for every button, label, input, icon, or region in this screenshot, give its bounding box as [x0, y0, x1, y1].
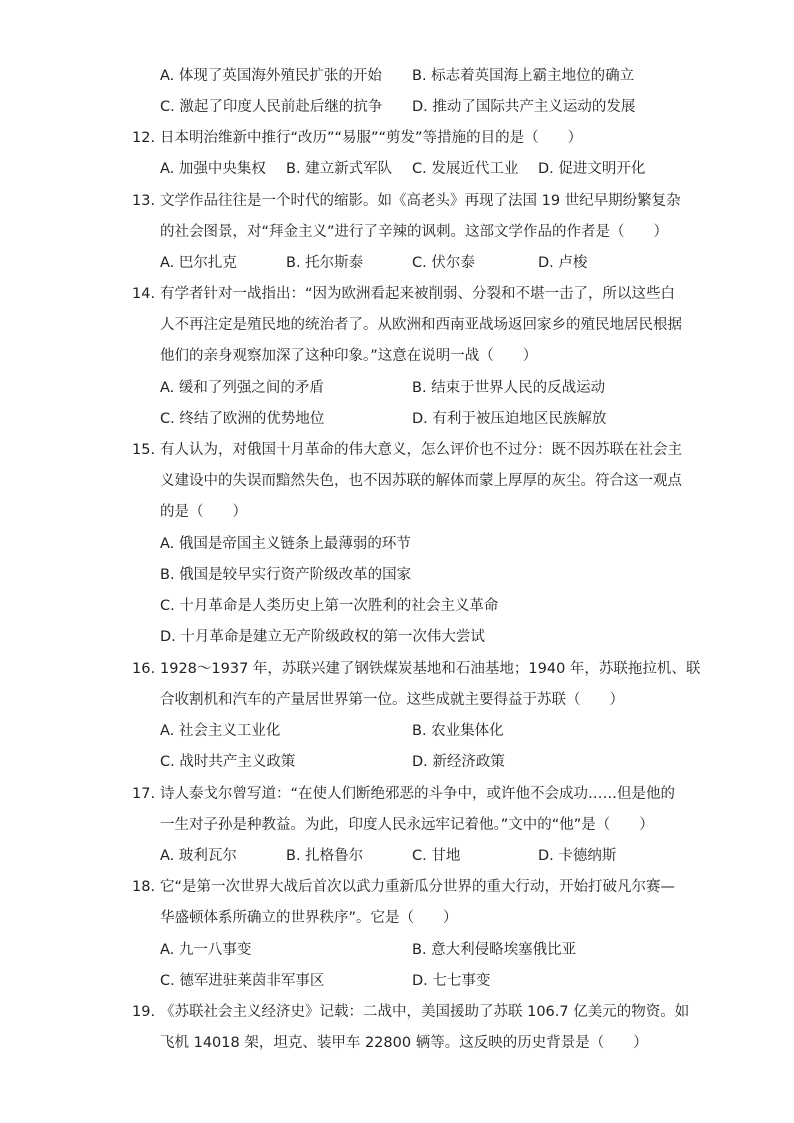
q14-option-b: B. 结束于世界人民的反战运动: [412, 380, 606, 396]
q15-stem-line-1: 有人认为，对俄国十月革命的伟大意义，怎么评价也不过分：既不因苏联在社会主: [160, 442, 682, 458]
q19-stem-line-2: 飞机 14018 架，坦克、装甲车 22800 辆等。这反映的历史背景是（ ）: [160, 1035, 648, 1051]
q11-option-a: A. 体现了英国海外殖民扩张的开始: [160, 68, 382, 84]
q15-option-c: C. 十月革命是人类历史上第一次胜利的社会主义革命: [160, 598, 499, 614]
q18-stem-line-1: 它“是第一次世界大战后首次以武力重新瓜分世界的重大行动，开始打破凡尔赛—: [160, 879, 676, 895]
q11-option-b: B. 标志着英国海上霸主地位的确立: [412, 68, 635, 84]
q15-option-b: B. 俄国是较早实行资产阶级改革的国家: [160, 567, 412, 583]
q12-option-a: A. 加强中央集权: [160, 161, 266, 177]
q15-number: 15.: [132, 442, 156, 458]
q18-number: 18.: [132, 879, 156, 895]
q13-option-a: A. 巴尔扎克: [160, 255, 237, 271]
q11-option-d: D. 推动了国际共产主义运动的发展: [412, 99, 636, 115]
q14-stem-line-3: 他们的亲身观察加深了这种印象。”这意在说明一战（ ）: [160, 348, 538, 364]
q15-stem-line-2: 义建设中的失误而黯然失色，也不因苏联的解体而蒙上厚厚的灰尘。符合这一观点: [160, 473, 682, 489]
q13-number: 13.: [132, 193, 156, 209]
q13-stem-line-1: 文学作品往往是一个时代的缩影。如《高老头》再现了法国 19 世纪早期纷繁复杂: [160, 193, 681, 209]
q18-stem-line-2: 华盛顿体系所确立的世界秩序”。它是（ ）: [160, 910, 458, 926]
q13-option-c: C. 伏尔泰: [412, 255, 475, 271]
q14-option-c: C. 终结了欧洲的优势地位: [160, 411, 325, 427]
q18-option-d: D. 七七事变: [412, 973, 491, 989]
q13-option-d: D. 卢梭: [538, 255, 588, 271]
q12-number: 12.: [132, 130, 156, 146]
q16-option-d: D. 新经济政策: [412, 754, 505, 770]
q12-stem: 日本明治维新中推行“改历”“易服”“剪发”等措施的目的是（ ）: [160, 130, 583, 146]
q16-stem-line-1: 1928～1937 年，苏联兴建了钢铁煤炭基地和石油基地；1940 年，苏联拖拉机、联: [160, 661, 701, 677]
q13-stem-line-2: 的社会图景，对“拜金主义”进行了辛辣的讽刺。这部文学作品的作者是（ ）: [160, 224, 669, 240]
q17-stem-line-1: 诗人泰戈尔曾写道：“在使人们断绝邪恶的斗争中，或许他不会成功……但是他的: [160, 786, 676, 802]
q17-option-c: C. 甘地: [412, 848, 461, 864]
q14-option-d: D. 有利于被压迫地区民族解放: [412, 411, 607, 427]
q14-stem-line-1: 有学者针对一战指出：“因为欧洲看起来被削弱、分裂和不堪一击了，所以这些白: [160, 286, 676, 302]
q17-stem-line-2: 一生对子孙是种教益。为此，印度人民永远牢记着他。”文中的“他”是（ ）: [160, 817, 654, 833]
q16-option-b: B. 农业集体化: [412, 723, 504, 739]
q17-option-d: D. 卡德纳斯: [538, 848, 617, 864]
q11-option-c: C. 激起了印度人民前赴后继的抗争: [160, 99, 383, 115]
q14-option-a: A. 缓和了列强之间的矛盾: [160, 380, 324, 396]
q17-option-b: B. 扎格鲁尔: [286, 848, 364, 864]
q19-number: 19.: [132, 1004, 156, 1020]
q17-number: 17.: [132, 786, 156, 802]
q14-stem-line-2: 人不再注定是殖民地的统治者了。从欧洲和西南亚战场返回家乡的殖民地居民根据: [160, 317, 682, 333]
q18-option-c: C. 德军进驻莱茵非军事区: [160, 973, 325, 989]
q17-option-a: A. 玻利瓦尔: [160, 848, 237, 864]
q12-option-d: D. 促进文明开化: [538, 161, 646, 177]
q19-stem-line-1: 《苏联社会主义经济史》记载：二战中，美国援助了苏联 106.7 亿美元的物资。如: [160, 1004, 690, 1020]
q18-option-b: B. 意大利侵略埃塞俄比亚: [412, 942, 577, 958]
q13-option-b: B. 托尔斯泰: [286, 255, 364, 271]
q14-number: 14.: [132, 286, 156, 302]
q16-stem-line-2: 合收割机和汽车的产量居世界第一位。这些成就主要得益于苏联（ ）: [160, 692, 624, 708]
q12-option-c: C. 发展近代工业: [412, 161, 519, 177]
q15-option-d: D. 十月革命是建立无产阶级政权的第一次伟大尝试: [160, 629, 485, 645]
q16-option-a: A. 社会主义工业化: [160, 723, 281, 739]
q15-stem-line-3: 的是（ ）: [160, 504, 247, 520]
q15-option-a: A. 俄国是帝国主义链条上最薄弱的环节: [160, 536, 411, 552]
q18-option-a: A. 九一八事变: [160, 942, 252, 958]
q16-option-c: C. 战时共产主义政策: [160, 754, 296, 770]
q12-option-b: B. 建立新式军队: [286, 161, 393, 177]
q16-number: 16.: [132, 661, 156, 677]
